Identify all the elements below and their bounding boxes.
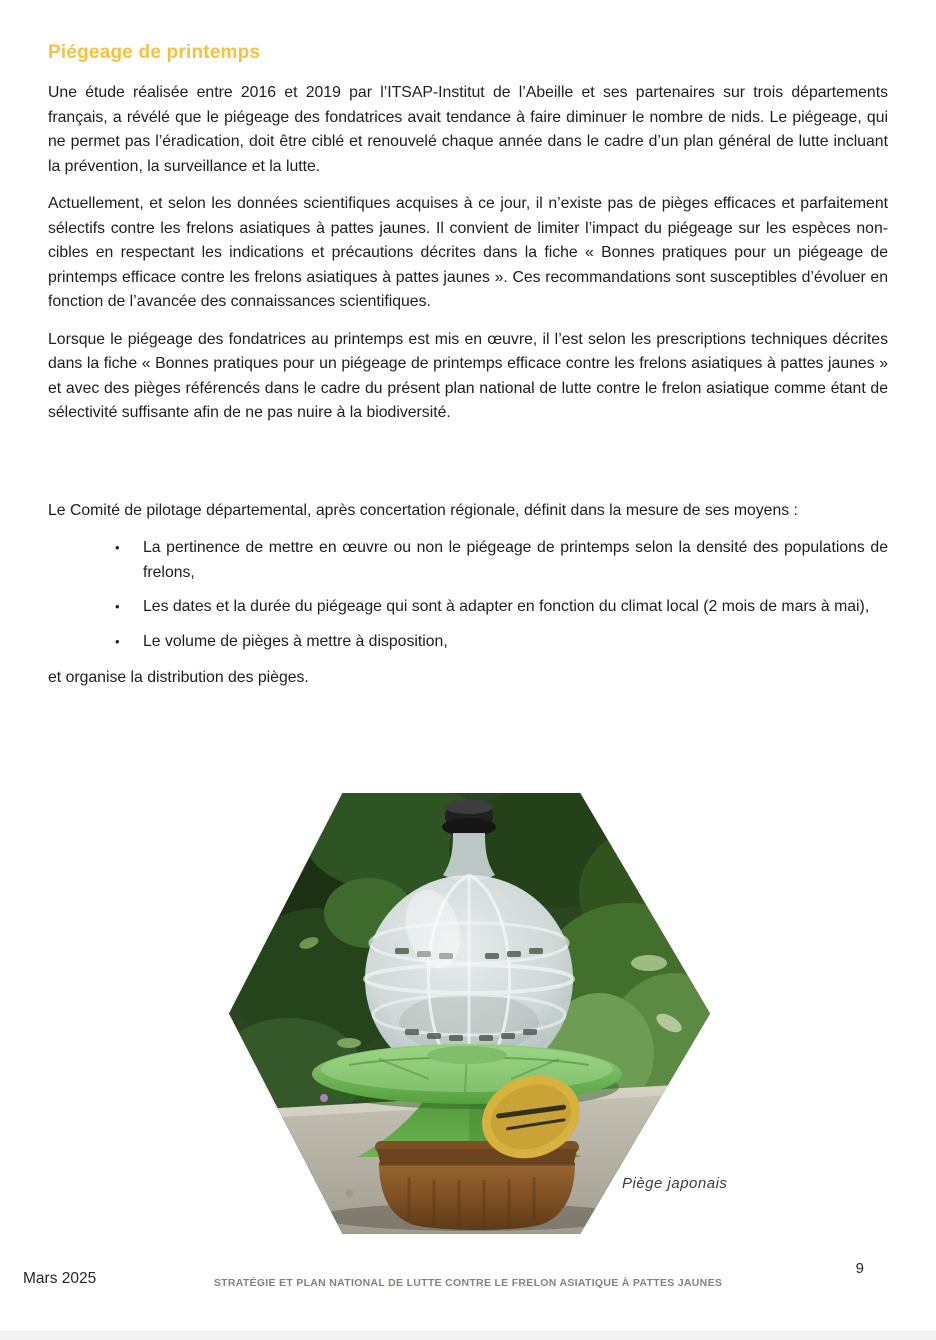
bullet-item-2: • Les dates et la durée du piégeage qui sont à adapter en fonction du climat local (2 mois de mars à mai), [143, 595, 888, 620]
footer-running-title: STRATÉGIE ET PLAN NATIONAL DE LUTTE CONTRE LE FRELON ASIATIQUE À PATTES JAUNES [213, 1277, 723, 1289]
hexagon-photo-mask [229, 793, 710, 1234]
body-paragraph-2: Actuellement, et selon les données scientifiques acquises à ce jour, il n’existe pas de pièges efficaces et parfaitement sélectifs contre les frelons asiatiques à pattes jaunes. Il convient de limiter l’impact du piégeage sur les espèces non-cibles en respectant les indications et précautions décrites dans la fiche « Bonnes pratiques pour un piégeage de printemps efficace contre les frelons asiatiques à pattes jaunes ». Ces recommandations sont susceptibles d’évoluer en fonction de l’avancée des connaissances scientifiques. [48, 195, 888, 310]
bullet-list [48, 536, 888, 654]
footer-page-number: 9 [855, 1260, 864, 1277]
bullet-item-1: • La pertinence de mettre en œuvre ou non le piégeage de printemps selon la densité des populations de frelons, [143, 536, 888, 585]
body-paragraph-3: Lorsque le piégeage des fondatrices au printemps est mis en œuvre, il l’est selon les prescriptions techniques décrites dans la fiche « Bonnes pratiques pour un piégeage de printemps efficace contre les frelons asiatiques à pattes jaunes » et avec des pièges référencés dans le cadre du présent plan national de lutte contre le frelon asiatique comme étant de sélectivité suffisante afin de ne pas nuire à la biodiversité. [48, 330, 888, 421]
closing-paragraph: et organise la distribution des pièges. [48, 669, 309, 686]
figure-caption: Piège japonais [622, 1175, 728, 1192]
section-heading: Piégeage de printemps [48, 42, 261, 63]
bullet-item-3: • Le volume de pièges à mettre à disposition, [143, 630, 888, 655]
vertical-spacer [48, 439, 888, 499]
committee-intro-paragraph: Le Comité de pilotage départemental, après concertation régionale, définit dans la mesure de ses moyens : [48, 501, 798, 519]
body-paragraph-1: Une étude réalisée entre 2016 et 2019 par l’ITSAP-Institut de l’Abeille et ses partenaires sur trois départements français, a révélé que le piégeage des fondatrices avait tendance à faire diminuer le nombre de nids. Le piégeage, qui ne permet pas l’éradication, doit être ciblé et renouvelé chaque année dans le cadre d’un plan général de lutte incluant la prévention, la surveillance et la lutte. [48, 84, 888, 175]
japanese-trap-photo [229, 793, 710, 1234]
bottom-strip [0, 1331, 936, 1340]
trap-figure [0, 793, 936, 1253]
footer-date: Mars 2025 [23, 1270, 97, 1287]
